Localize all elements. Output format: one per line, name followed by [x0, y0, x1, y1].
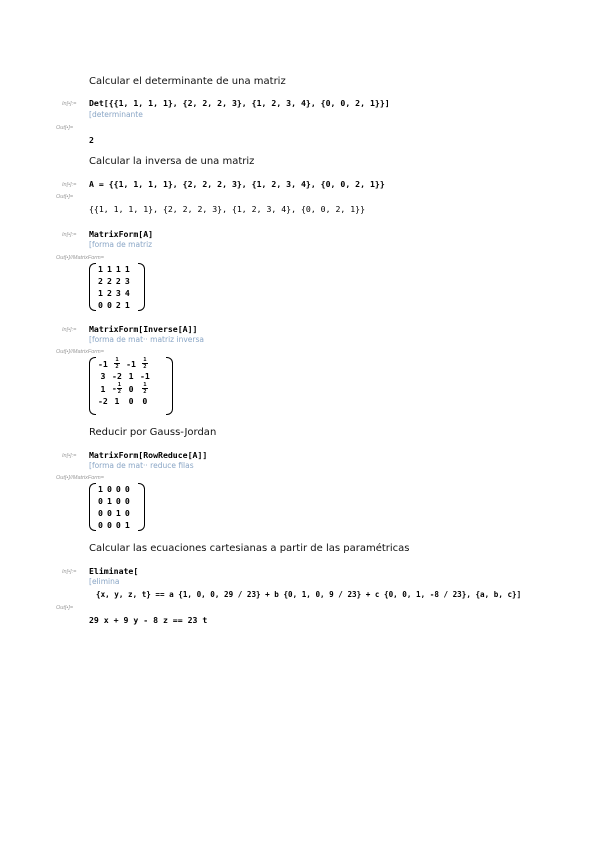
matrix-cell: 1 — [98, 264, 103, 274]
matrix-cell: 0 — [106, 300, 112, 310]
matrix-cell: 0 — [124, 484, 130, 494]
in-label: In[•]:= — [62, 182, 77, 188]
matrix-right-bracket — [138, 263, 145, 311]
matrix-cell: -1 — [139, 371, 150, 381]
matrix-cell: 1 — [115, 508, 121, 518]
matrix-cell: 0 — [115, 520, 121, 530]
matrix-cell: 0 — [124, 508, 130, 518]
in-label: In[•]:= — [62, 453, 77, 459]
matrix-cell: 1 — [115, 264, 121, 274]
section-heading-gauss-jordan: Reducir por Gauss-Jordan — [89, 427, 217, 438]
matrix-a — [89, 263, 145, 311]
matrix-rref-table — [96, 483, 132, 531]
matrix-right-bracket — [166, 357, 173, 415]
section-heading-cartesian: Calcular las ecuaciones cartesianas a partir de las paramétricas — [89, 543, 410, 554]
assign-input[interactable]: A = {{1, 1, 1, 1}, {2, 2, 2, 3}, {1, 2, 3, 4}, {0, 0, 2, 1}} — [89, 179, 385, 189]
matrix-cell: 1 — [98, 484, 103, 494]
matrix-row — [96, 495, 132, 507]
matrix-cell: 2 — [98, 276, 103, 286]
matrix-cell: -1 — [126, 358, 136, 369]
eliminate-hint-text: elimina — [91, 577, 120, 586]
matrix-row — [96, 519, 132, 531]
det-hint[interactable]: [determinante — [89, 110, 143, 119]
matrixform-hint[interactable]: [forma de matriz — [89, 240, 153, 249]
rowreduce-hint-text: forma de mat·· reduce filas — [91, 461, 194, 470]
matrix-cell: 0 — [98, 508, 103, 518]
matrix-cell: 2 — [115, 276, 121, 286]
matrix-cell: 0 — [98, 496, 103, 506]
matrix-cell: -2 — [98, 396, 108, 406]
matrix-cell: 2 — [115, 300, 121, 310]
matrix-cell: 2 — [106, 276, 112, 286]
matrix-cell: 0 — [128, 396, 134, 406]
in-label: In[•]:= — [62, 232, 77, 238]
in-label: In[•]:= — [62, 101, 77, 107]
matrix-cell: $\frac{1}{2}$ — [115, 357, 119, 370]
eliminate-args[interactable]: {x, y, z, t} == a {1, 0, 0, 29 / 23} + b {0, 1, 0, 9 / 23} + c {0, 0, 1, -8 / 23}, {a, b, c}] — [96, 590, 522, 599]
matrix-left-bracket — [89, 357, 96, 415]
rowreduce-input[interactable]: MatrixForm[RowReduce[A]] — [89, 450, 208, 460]
matrix-cell: 0 — [115, 484, 121, 494]
matrix-cell: 0 — [106, 508, 112, 518]
matrix-cell: 1 — [106, 496, 112, 506]
matrix-cell: 0 — [98, 300, 103, 310]
matrix-cell: - $\frac{1}{2}$ — [111, 382, 122, 395]
matrix-cell: 0 — [106, 520, 112, 530]
matrix-cell: 4 — [124, 288, 130, 298]
matrix-rref — [89, 483, 145, 531]
out-label: Out[•]= — [56, 605, 74, 611]
matrix-cell: 1 — [106, 264, 112, 274]
matrixform-hint-text: forma de matriz — [91, 240, 153, 249]
matrix-cell: 3 — [124, 276, 130, 286]
matrix-cell: 0 — [142, 396, 148, 406]
matrix-row — [96, 370, 152, 382]
out-matrixform-label: Out[•]//MatrixForm= — [56, 349, 104, 355]
out-label: Out[•]= — [56, 125, 74, 131]
det-output: 2 — [89, 135, 94, 145]
det-hint-text: determinante — [91, 110, 143, 119]
matrix-row — [96, 275, 132, 287]
matrix-row — [96, 507, 132, 519]
matrix-row — [96, 287, 132, 299]
matrix-cell: 1 — [124, 520, 130, 530]
matrix-cell: 1 — [98, 288, 103, 298]
matrix-cell: -2 — [112, 371, 122, 381]
eliminate-hint[interactable]: [elimina — [89, 577, 120, 586]
matrix-cell: 1 — [114, 396, 120, 406]
matrix-cell: 2 — [106, 288, 112, 298]
matrix-row — [96, 483, 132, 495]
matrix-inverse-table — [96, 357, 152, 407]
matrix-cell: 0 — [106, 484, 112, 494]
out-matrixform-label: Out[•]//MatrixForm= — [56, 255, 104, 261]
matrix-row — [96, 299, 132, 311]
matrix-row — [96, 263, 132, 275]
matrix-a-table — [96, 263, 132, 311]
out-matrixform-label: Out[•]//MatrixForm= — [56, 475, 104, 481]
matrix-right-bracket — [138, 483, 145, 531]
matrix-cell: 1 — [128, 371, 134, 381]
matrix-cell: $\frac{1}{2}$ — [143, 382, 147, 395]
matrix-cell: 0 — [98, 520, 103, 530]
inverse-input[interactable]: MatrixForm[Inverse[A]] — [89, 324, 198, 334]
matrix-cell: 3 — [100, 371, 106, 381]
matrix-cell: 0 — [115, 496, 121, 506]
matrix-cell: 3 — [115, 288, 121, 298]
matrix-cell: 1 — [124, 264, 130, 274]
eliminate-output: 29 x + 9 y - 8 z == 23 t — [89, 615, 208, 625]
out-label: Out[•]= — [56, 194, 74, 200]
in-label: In[•]:= — [62, 569, 77, 575]
matrixform-input[interactable]: MatrixForm[A] — [89, 229, 154, 239]
matrix-row — [96, 382, 152, 395]
assign-output: {{1, 1, 1, 1}, {2, 2, 2, 3}, {1, 2, 3, 4}, {0, 0, 2, 1}} — [89, 204, 366, 214]
inverse-hint-text: forma de mat·· matriz inversa — [91, 335, 204, 344]
matrix-cell: 0 — [124, 496, 130, 506]
inverse-hint[interactable]: [forma de mat·· matriz inversa — [89, 335, 204, 344]
matrix-cell: 1 — [124, 300, 130, 310]
matrix-left-bracket — [89, 483, 96, 531]
matrix-left-bracket — [89, 263, 96, 311]
section-heading-inverse: Calcular la inversa de una matriz — [89, 156, 255, 167]
matrix-cell: 1 — [100, 383, 106, 394]
matrix-cell: 0 — [128, 383, 134, 394]
matrix-row — [96, 357, 152, 370]
in-label: In[•]:= — [62, 327, 77, 333]
matrix-row — [96, 395, 152, 407]
section-heading-determinant: Calcular el determinante de una matriz — [89, 76, 286, 87]
eliminate-input[interactable]: Eliminate[ — [89, 566, 139, 576]
rowreduce-hint[interactable]: [forma de mat·· reduce filas — [89, 461, 194, 470]
matrix-cell: $\frac{1}{2}$ — [143, 357, 147, 370]
matrix-cell: -1 — [98, 358, 108, 369]
matrix-inverse — [89, 357, 173, 415]
det-input[interactable]: Det[{{1, 1, 1, 1}, {2, 2, 2, 3}, {1, 2, 3, 4}, {0, 0, 2, 1}}] — [89, 98, 390, 108]
